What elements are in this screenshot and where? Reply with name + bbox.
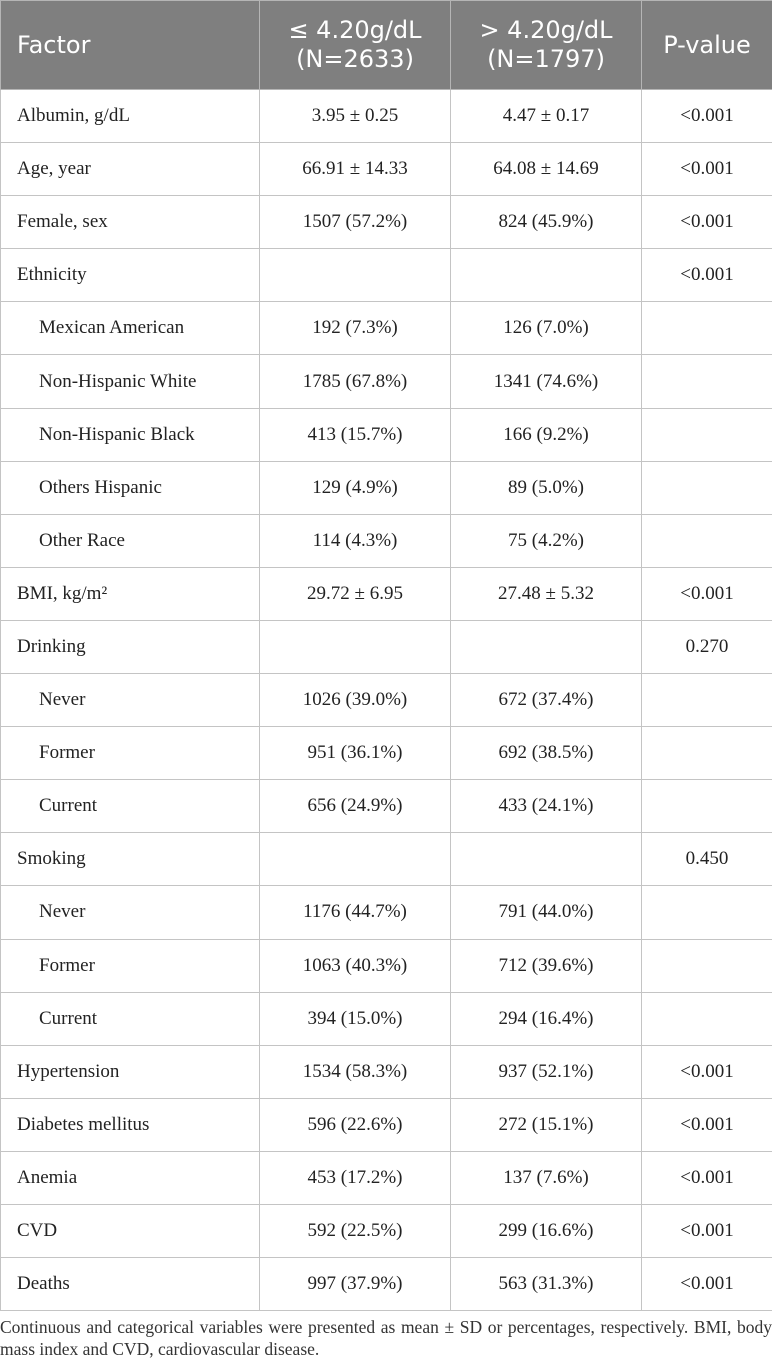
pvalue-cell: <0.001 [642, 1045, 772, 1098]
pvalue-cell: <0.001 [642, 1151, 772, 1204]
high-albumin-cell: 294 (16.4%) [451, 992, 642, 1045]
high-albumin-cell: 75 (4.2%) [451, 514, 642, 567]
low-albumin-cell: 1785 (67.8%) [260, 355, 451, 408]
header-pvalue: P-value [642, 1, 772, 90]
table-row [1, 780, 772, 833]
high-albumin-cell: 824 (45.9%) [451, 196, 642, 249]
low-albumin-cell [260, 620, 451, 673]
factor-cell: Mexican American [1, 302, 260, 355]
low-albumin-cell: 596 (22.6%) [260, 1098, 451, 1151]
table-body [1, 90, 772, 1311]
pvalue-cell: <0.001 [642, 249, 772, 302]
high-albumin-cell: 712 (39.6%) [451, 939, 642, 992]
factor-cell: Diabetes mellitus [1, 1098, 260, 1151]
factor-cell: Age, year [1, 143, 260, 196]
high-albumin-cell: 791 (44.0%) [451, 886, 642, 939]
pvalue-cell [642, 302, 772, 355]
low-albumin-cell: 1176 (44.7%) [260, 886, 451, 939]
factor-cell: Deaths [1, 1258, 260, 1311]
high-albumin-cell: 299 (16.6%) [451, 1204, 642, 1257]
header-group-low-threshold: ≤ 4.20g/dL [288, 16, 422, 44]
low-albumin-cell: 3.95 ± 0.25 [260, 90, 451, 143]
table-row [1, 939, 772, 992]
pvalue-cell [642, 939, 772, 992]
factor-cell: Former [1, 939, 260, 992]
high-albumin-cell [451, 833, 642, 886]
pvalue-cell [642, 355, 772, 408]
factor-cell: Others Hispanic [1, 461, 260, 514]
low-albumin-cell: 1026 (39.0%) [260, 674, 451, 727]
header-group-low [260, 1, 451, 90]
low-albumin-cell: 1534 (58.3%) [260, 1045, 451, 1098]
table-row [1, 727, 772, 780]
pvalue-cell [642, 514, 772, 567]
pvalue-cell [642, 886, 772, 939]
low-albumin-cell: 656 (24.9%) [260, 780, 451, 833]
low-albumin-cell: 66.91 ± 14.33 [260, 143, 451, 196]
pvalue-cell: <0.001 [642, 196, 772, 249]
header-factor: Factor [1, 1, 260, 90]
pvalue-cell: 0.450 [642, 833, 772, 886]
pvalue-cell [642, 727, 772, 780]
pvalue-cell: <0.001 [642, 1258, 772, 1311]
pvalue-cell: <0.001 [642, 1204, 772, 1257]
low-albumin-cell: 413 (15.7%) [260, 408, 451, 461]
high-albumin-cell: 433 (24.1%) [451, 780, 642, 833]
table-row [1, 567, 772, 620]
high-albumin-cell: 1341 (74.6%) [451, 355, 642, 408]
low-albumin-cell: 114 (4.3%) [260, 514, 451, 567]
factor-cell: Other Race [1, 514, 260, 567]
pvalue-cell [642, 992, 772, 1045]
header-group-high-count: (N=1797) [487, 45, 605, 73]
table-header-row [1, 1, 772, 90]
factor-cell: CVD [1, 1204, 260, 1257]
high-albumin-cell: 137 (7.6%) [451, 1151, 642, 1204]
factor-cell: Current [1, 992, 260, 1045]
table-row [1, 674, 772, 727]
table-row [1, 461, 772, 514]
pvalue-cell: <0.001 [642, 90, 772, 143]
table-row [1, 1151, 772, 1204]
low-albumin-cell: 1507 (57.2%) [260, 196, 451, 249]
pvalue-cell: <0.001 [642, 143, 772, 196]
factor-cell: Ethnicity [1, 249, 260, 302]
factor-cell: Never [1, 674, 260, 727]
low-albumin-cell [260, 249, 451, 302]
table-row [1, 1045, 772, 1098]
high-albumin-cell: 166 (9.2%) [451, 408, 642, 461]
high-albumin-cell: 672 (37.4%) [451, 674, 642, 727]
factor-cell: Non-Hispanic White [1, 355, 260, 408]
high-albumin-cell [451, 620, 642, 673]
table-row [1, 1258, 772, 1311]
low-albumin-cell [260, 833, 451, 886]
table-row [1, 1204, 772, 1257]
table-row [1, 196, 772, 249]
pvalue-cell: <0.001 [642, 1098, 772, 1151]
pvalue-cell [642, 780, 772, 833]
high-albumin-cell: 64.08 ± 14.69 [451, 143, 642, 196]
table-row [1, 143, 772, 196]
table-row [1, 620, 772, 673]
pvalue-cell: <0.001 [642, 567, 772, 620]
table-row [1, 886, 772, 939]
low-albumin-cell: 129 (4.9%) [260, 461, 451, 514]
table-row [1, 1098, 772, 1151]
factor-cell: Smoking [1, 833, 260, 886]
header-group-low-count: (N=2633) [296, 45, 414, 73]
factor-cell: Former [1, 727, 260, 780]
table-row [1, 249, 772, 302]
factor-cell: Never [1, 886, 260, 939]
high-albumin-cell: 937 (52.1%) [451, 1045, 642, 1098]
table-row [1, 355, 772, 408]
factor-cell: BMI, kg/m² [1, 567, 260, 620]
low-albumin-cell: 951 (36.1%) [260, 727, 451, 780]
pvalue-cell [642, 461, 772, 514]
table-row [1, 408, 772, 461]
high-albumin-cell: 89 (5.0%) [451, 461, 642, 514]
table-row [1, 90, 772, 143]
high-albumin-cell: 272 (15.1%) [451, 1098, 642, 1151]
table-row [1, 833, 772, 886]
table-row [1, 302, 772, 355]
low-albumin-cell: 592 (22.5%) [260, 1204, 451, 1257]
high-albumin-cell [451, 249, 642, 302]
factor-cell: Current [1, 780, 260, 833]
factor-cell: Non-Hispanic Black [1, 408, 260, 461]
factor-cell: Drinking [1, 620, 260, 673]
low-albumin-cell: 453 (17.2%) [260, 1151, 451, 1204]
high-albumin-cell: 692 (38.5%) [451, 727, 642, 780]
low-albumin-cell: 997 (37.9%) [260, 1258, 451, 1311]
pvalue-cell [642, 408, 772, 461]
pvalue-cell: 0.270 [642, 620, 772, 673]
low-albumin-cell: 394 (15.0%) [260, 992, 451, 1045]
table-row [1, 514, 772, 567]
high-albumin-cell: 27.48 ± 5.32 [451, 567, 642, 620]
high-albumin-cell: 126 (7.0%) [451, 302, 642, 355]
factor-cell: Albumin, g/dL [1, 90, 260, 143]
low-albumin-cell: 29.72 ± 6.95 [260, 567, 451, 620]
low-albumin-cell: 192 (7.3%) [260, 302, 451, 355]
low-albumin-cell: 1063 (40.3%) [260, 939, 451, 992]
header-group-high-threshold: > 4.20g/dL [479, 16, 613, 44]
factor-cell: Anemia [1, 1151, 260, 1204]
high-albumin-cell: 563 (31.3%) [451, 1258, 642, 1311]
factor-cell: Female, sex [1, 196, 260, 249]
header-group-high [451, 1, 642, 90]
factor-cell: Hypertension [1, 1045, 260, 1098]
high-albumin-cell: 4.47 ± 0.17 [451, 90, 642, 143]
table-row [1, 992, 772, 1045]
pvalue-cell [642, 674, 772, 727]
table-footnote: Continuous and categorical variables were presented as mean ± SD or percentages, respectively. BMI, body mass index and CVD, cardiovascular disease. [0, 1317, 772, 1360]
